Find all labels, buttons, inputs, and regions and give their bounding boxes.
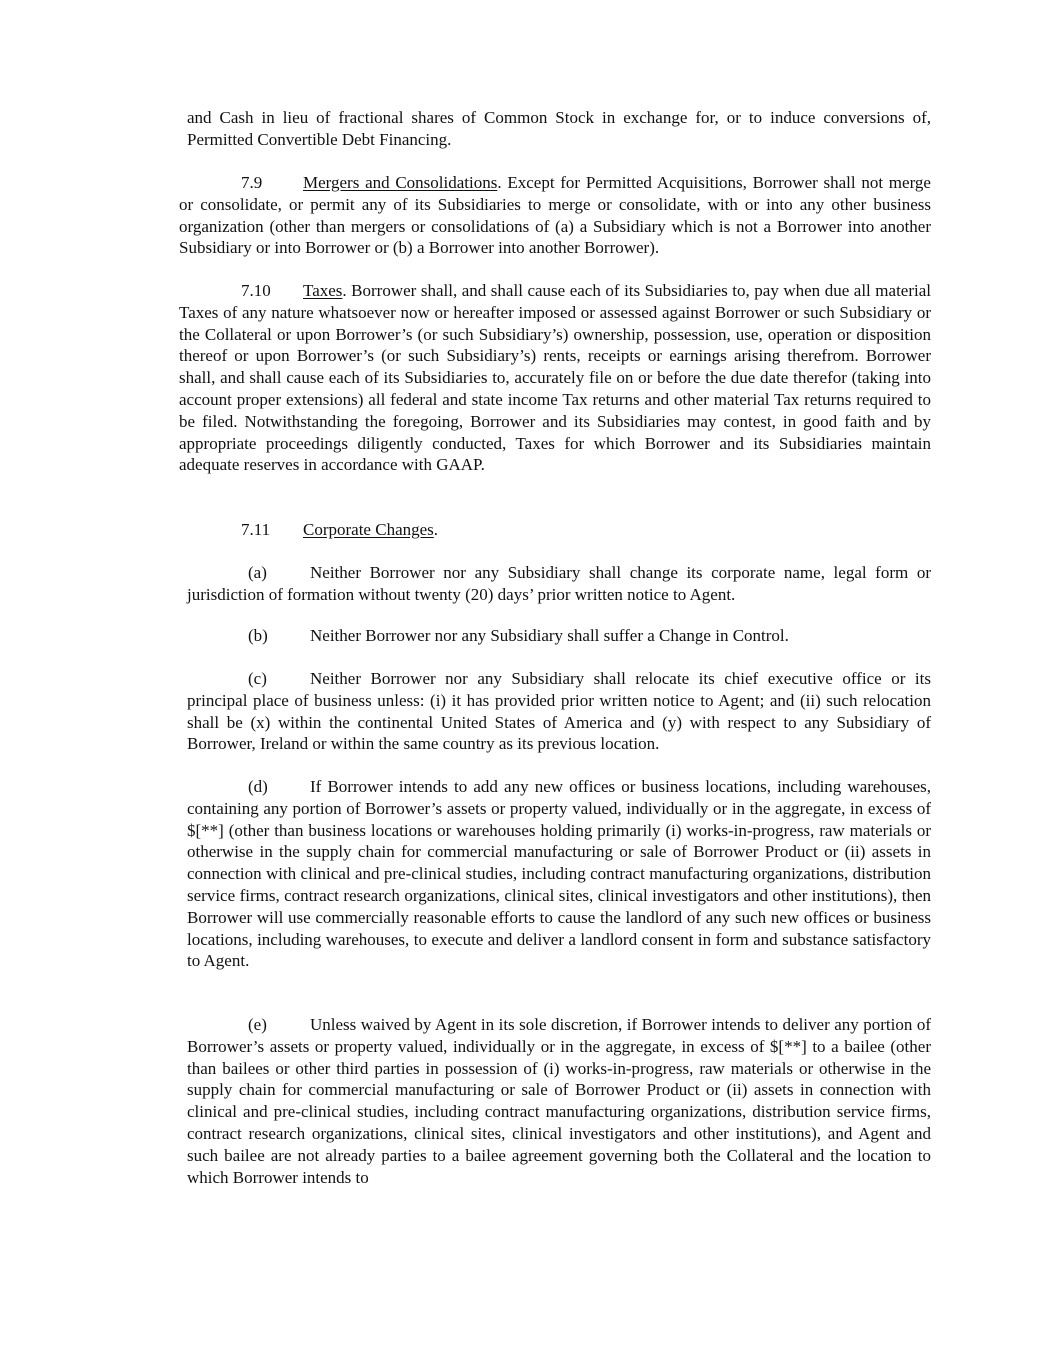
section-7-11 <box>179 519 931 541</box>
section-heading: Mergers and Consolidations <box>303 173 498 192</box>
section-7-9 <box>179 172 931 259</box>
subsection-text: Neither Borrower nor any Subsidiary shall relocate its chief executive office or its principal place of business unless: (i) it has provided prior written notice to Agent; and (ii) such relocation shall be (x) within the continental United States of America and (y) with respect to any Subsidiary of Borrower, Ireland or within the same country as its previous location. <box>187 669 931 754</box>
subsection-label: (e) <box>248 1015 267 1034</box>
subsection-text: Unless waived by Agent in its sole discretion, if Borrower intends to deliver any portion of Borrower’s assets or property valued, individually or in the aggregate, in excess of $[**] to a bailee (other than bailees or other third parties in possession of (i) works-in-progress, raw materials or otherwise in the supply chain for commercial manufacturing or sale of Borrower Product or (ii) assets in connection with clinical and pre-clinical studies, including contract manufacturing organizations, distribution service firms, contract research organizations, clinical sites, clinical investigators and other institutions), and Agent and such bailee are not already parties to a bailee agreement governing both the Collateral and the location to which Borrower intends to <box>187 1015 931 1187</box>
subsection-label: (d) <box>248 777 268 796</box>
section-body: . Except for Permitted Acquisitions, Borrower shall not merge or consolidate, or permit any of its Subsidiaries to merge or consolidate, with or into any other business organization (other than mergers or consolidations of (a) a Subsidiary which is not a Borrower into another Subsidiary or into Borrower or (b) a Borrower into another Borrower). <box>179 173 931 258</box>
subsection-label: (b) <box>248 626 268 645</box>
section-7-10 <box>179 280 931 476</box>
section-number: 7.9 <box>241 173 263 192</box>
subsection-b <box>187 625 931 647</box>
section-heading: Corporate Changes <box>303 520 434 539</box>
section-body: . <box>433 520 439 539</box>
subsection-d <box>187 776 931 972</box>
subsection-text: Neither Borrower nor any Subsidiary shall suffer a Change in Control. <box>310 626 789 645</box>
section-heading: Taxes <box>303 281 343 300</box>
subsection-a <box>187 562 931 606</box>
subsection-label: (a) <box>248 563 267 582</box>
subsection-text: Neither Borrower nor any Subsidiary shall change its corporate name, legal form or jurisdiction of formation without twenty (20) days’ prior written notice to Agent. <box>187 563 931 604</box>
section-number: 7.10 <box>241 281 271 300</box>
continuation-text: and Cash in lieu of fractional shares of Common Stock in exchange for, or to induce conversions of, Permitted Convertible Debt Financing. <box>187 108 931 149</box>
subsection-label: (c) <box>248 669 267 688</box>
subsection-c <box>187 668 931 755</box>
paragraph-continuation <box>187 107 931 151</box>
section-body: . Borrower shall, and shall cause each of its Subsidiaries to, pay when due all material Taxes of any nature whatsoever now or hereafter imposed or assessed against Borrower or such Subsidiary or the Collateral or upon Borrower’s (or such Subsidiary’s) ownership, possession, use, operation or disposition thereof or upon Borrower’s (or such Subsidiary’s) rents, receipts or earnings arising therefrom. Borrower shall, and shall cause each of its Subsidiaries to, accurately file on or before the due date therefor (taking into account proper extensions) all federal and state income Tax returns and other material Tax returns required to be filed. Notwithstanding the foregoing, Borrower and its Subsidiaries may contest, in good faith and by appropriate proceedings diligently conducted, Taxes for which Borrower and its Subsidiaries maintain adequate reserves in accordance with GAAP. <box>179 281 931 475</box>
subsection-e <box>187 1014 931 1188</box>
subsection-text: If Borrower intends to add any new offices or business locations, including warehouses, containing any portion of Borrower’s assets or property valued, individually or in the aggregate, in excess of $[**] (other than business locations or warehouses holding primarily (i) works-in-progress, raw materials or otherwise in the supply chain for commercial manufacturing or sale of Borrower Product or (ii) assets in connection with clinical and pre-clinical studies, including contract manufacturing organizations, distribution service firms, contract research organizations, clinical sites, clinical investigators and other institutions), then Borrower will use commercially reasonable efforts to cause the landlord of any such new offices or business locations, including warehouses, to execute and deliver a landlord consent in form and substance satisfactory to Agent. <box>187 777 931 971</box>
section-number: 7.11 <box>241 520 271 539</box>
